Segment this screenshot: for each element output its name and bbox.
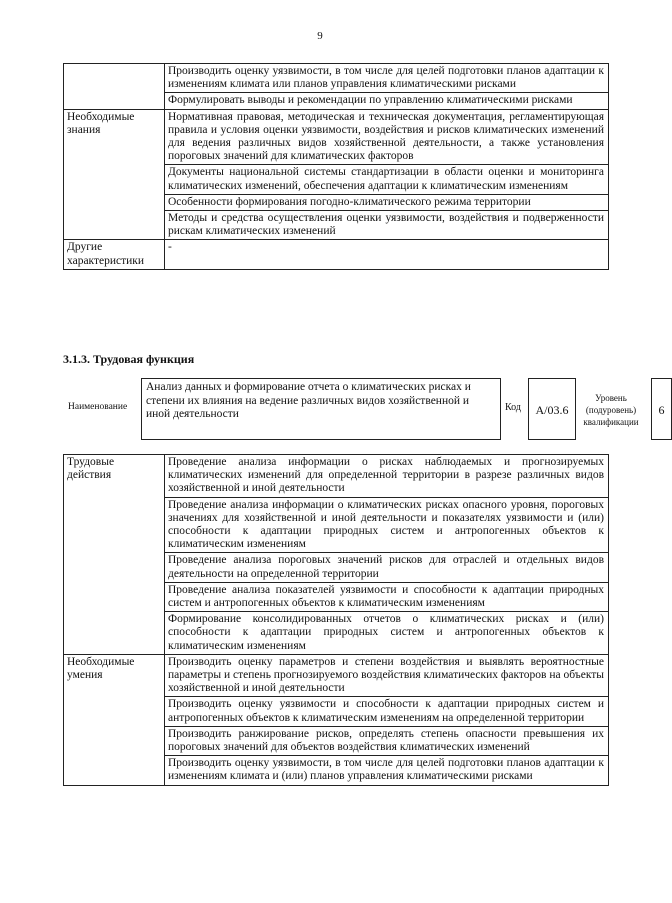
row-label: Другие характеристики xyxy=(64,240,165,269)
table-cell: Проведение анализа информации о рисках наблюдаемых и прогнозируемых климатических изменений для определенной территории в разрезе различных видов хозяйственной и иной деятельности xyxy=(165,455,609,498)
table-cell: Проведение анализа пороговых значений рисков для отраслей и отдельных видов деятельности на определенной территории xyxy=(165,553,609,582)
table-cell: Формирование консолидированных отчетов о климатических рисках и (или) способности к адаптации природных систем и антропогенных объектов к климатическим изменениям xyxy=(165,612,609,655)
table-cell: Проведение анализа информации о климатических рисках опасного уровня, пороговых значениях для хозяйственной и иной деятельности и показателях уязвимости и (или) способности к адаптации природных систем и антропогенных объектов к климатическим изменениям xyxy=(165,497,609,553)
row-label: Необходимые умения xyxy=(64,654,165,785)
row-label: Трудовые действия xyxy=(64,455,165,655)
table-row xyxy=(64,64,609,93)
row-label: Необходимые знания xyxy=(64,109,165,240)
labor-function-table xyxy=(63,454,609,786)
table-cell: Проведение анализа показателей уязвимости и способности к адаптации природных систем и антропогенных объектов к климатическим изменениям xyxy=(165,582,609,611)
row-label xyxy=(64,64,165,110)
requirements-table xyxy=(63,63,609,270)
table-row xyxy=(64,240,609,269)
table-row xyxy=(64,654,609,697)
qualification-level: 6 xyxy=(651,378,672,440)
function-name: Анализ данных и формирование отчета о климатических рисках и степени их влияния на ведение различных видов хозяйственной и иной деятельности xyxy=(141,378,501,440)
table-row xyxy=(64,455,609,498)
table-row xyxy=(64,109,609,165)
labor-function-header xyxy=(63,378,665,442)
page-number: 9 xyxy=(317,30,323,42)
code-label: Код xyxy=(505,402,521,413)
table-cell: Производить ранжирование рисков, определять степень опасности превышения их пороговых значений для объектов воздействия климатических изменений xyxy=(165,726,609,755)
table-cell: Методы и средства осуществления оценки уязвимости, воздействия и подверженности рискам климатических изменений xyxy=(165,211,609,240)
table-cell: Производить оценку уязвимости и способности к адаптации природных систем и антропогенных объектов к климатическим изменениям на определенной территории xyxy=(165,697,609,726)
section-heading: 3.1.3. Трудовая функция xyxy=(63,352,195,366)
table-cell: Формулировать выводы и рекомендации по управлению климатическими рисками xyxy=(165,93,609,109)
table-cell: Документы национальной системы стандартизации в области оценки и мониторинга климатических изменений, обеспечения адаптации к климатическим изменениям xyxy=(165,165,609,194)
table-cell: Особенности формирования погодно-климатического режима территории xyxy=(165,194,609,210)
table-cell: - xyxy=(165,240,609,269)
table-cell: Производить оценку уязвимости, в том числе для целей подготовки планов адаптации к изменениям климата и (или) планов управления климатическими рисками xyxy=(165,756,609,785)
table-cell: Нормативная правовая, методическая и техническая документация, регламентирующая правила и условия оценки уязвимости, воздействия и рисков климатических изменений для ведения различных видов хозяйственной деятельности, а также установления пороговых значений для климатических факторов xyxy=(165,109,609,165)
function-code: A/03.6 xyxy=(528,378,576,440)
level-label: Уровень (подуровень) квалификации xyxy=(583,393,639,427)
table-cell: Производить оценку параметров и степени воздействия и выявлять вероятностные параметры и степень прогнозируемого воздействия климатических факторов на объекты хозяйственной и иной деятельности xyxy=(165,654,609,697)
table-cell: Производить оценку уязвимости, в том числе для целей подготовки планов адаптации к изменениям климата или планов управления климатическими рисками xyxy=(165,64,609,93)
name-label: Наименование xyxy=(68,402,128,412)
